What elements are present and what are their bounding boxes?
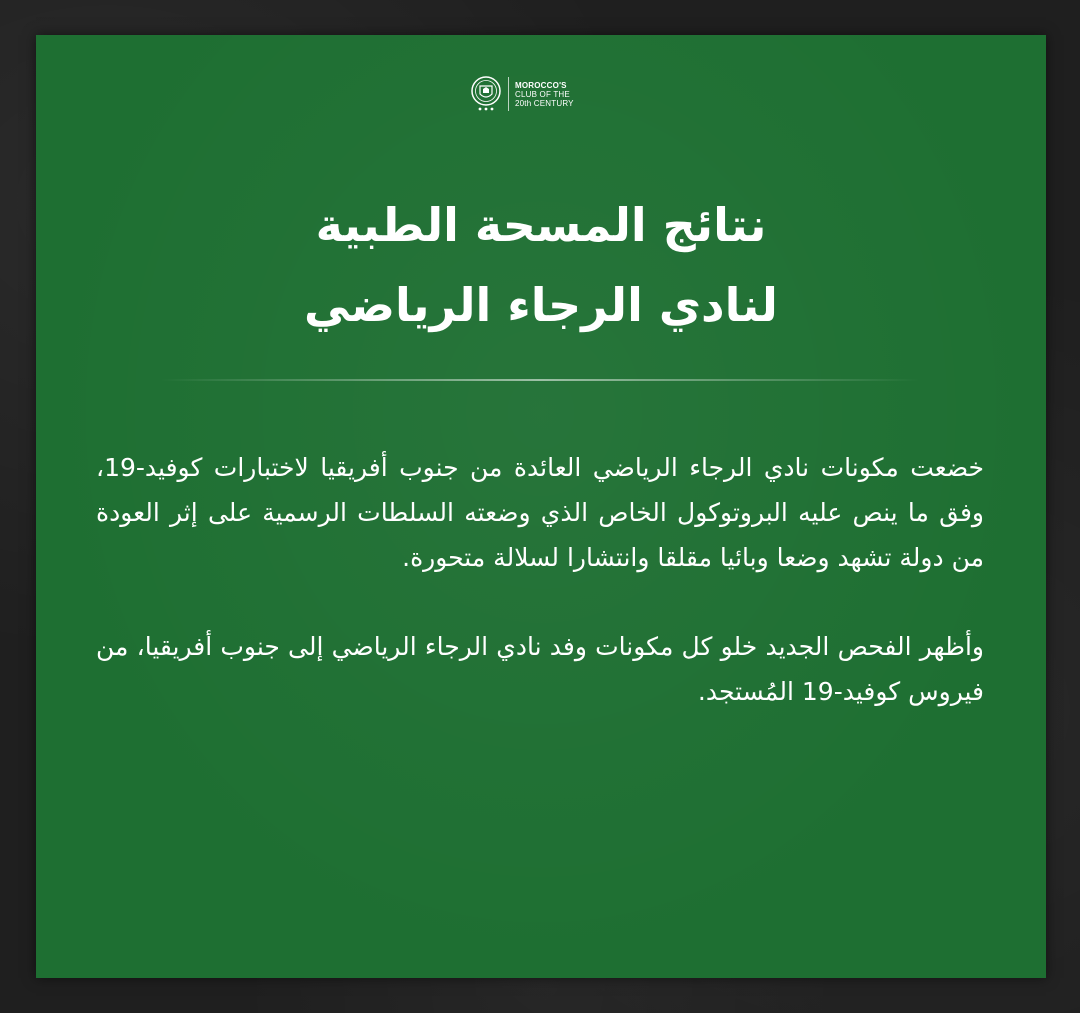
logo-line-1: MOROCCO'S (515, 80, 567, 90)
logo-divider (508, 77, 509, 111)
body-paragraph-2: وأظهر الفحص الجديد خلو كل مكونات وفد نادي الرجاء الرياضي إلى جنوب أفريقيا، من فيروس كوفيد-19 المُستجد. (96, 632, 984, 706)
raja-club-crest-icon (470, 75, 502, 113)
title-separator (160, 379, 920, 381)
announcement-body (96, 445, 984, 714)
page-title (36, 185, 1046, 345)
title-line-1: نتائج المسحة الطبية (315, 198, 767, 252)
title-line-2: لنادي الرجاء الرياضي (304, 278, 778, 332)
logo-line-3: 20th CENTURY (515, 98, 574, 108)
logo-tagline (515, 81, 574, 108)
club-logo (470, 75, 574, 113)
logo-line-2: CLUB OF THE (515, 89, 570, 99)
body-paragraph-1: خضعت مكونات نادي الرجاء الرياضي العائدة من جنوب أفريقيا لاختبارات كوفيد-19، وفق ما ينص عليه البروتوكول الخاص الذي وضعته السلطات الرسمية على إثر العودة من دولة تشهد وضعا وبائيا مقلقا وانتشارا لسلالة متحورة. (96, 453, 984, 572)
